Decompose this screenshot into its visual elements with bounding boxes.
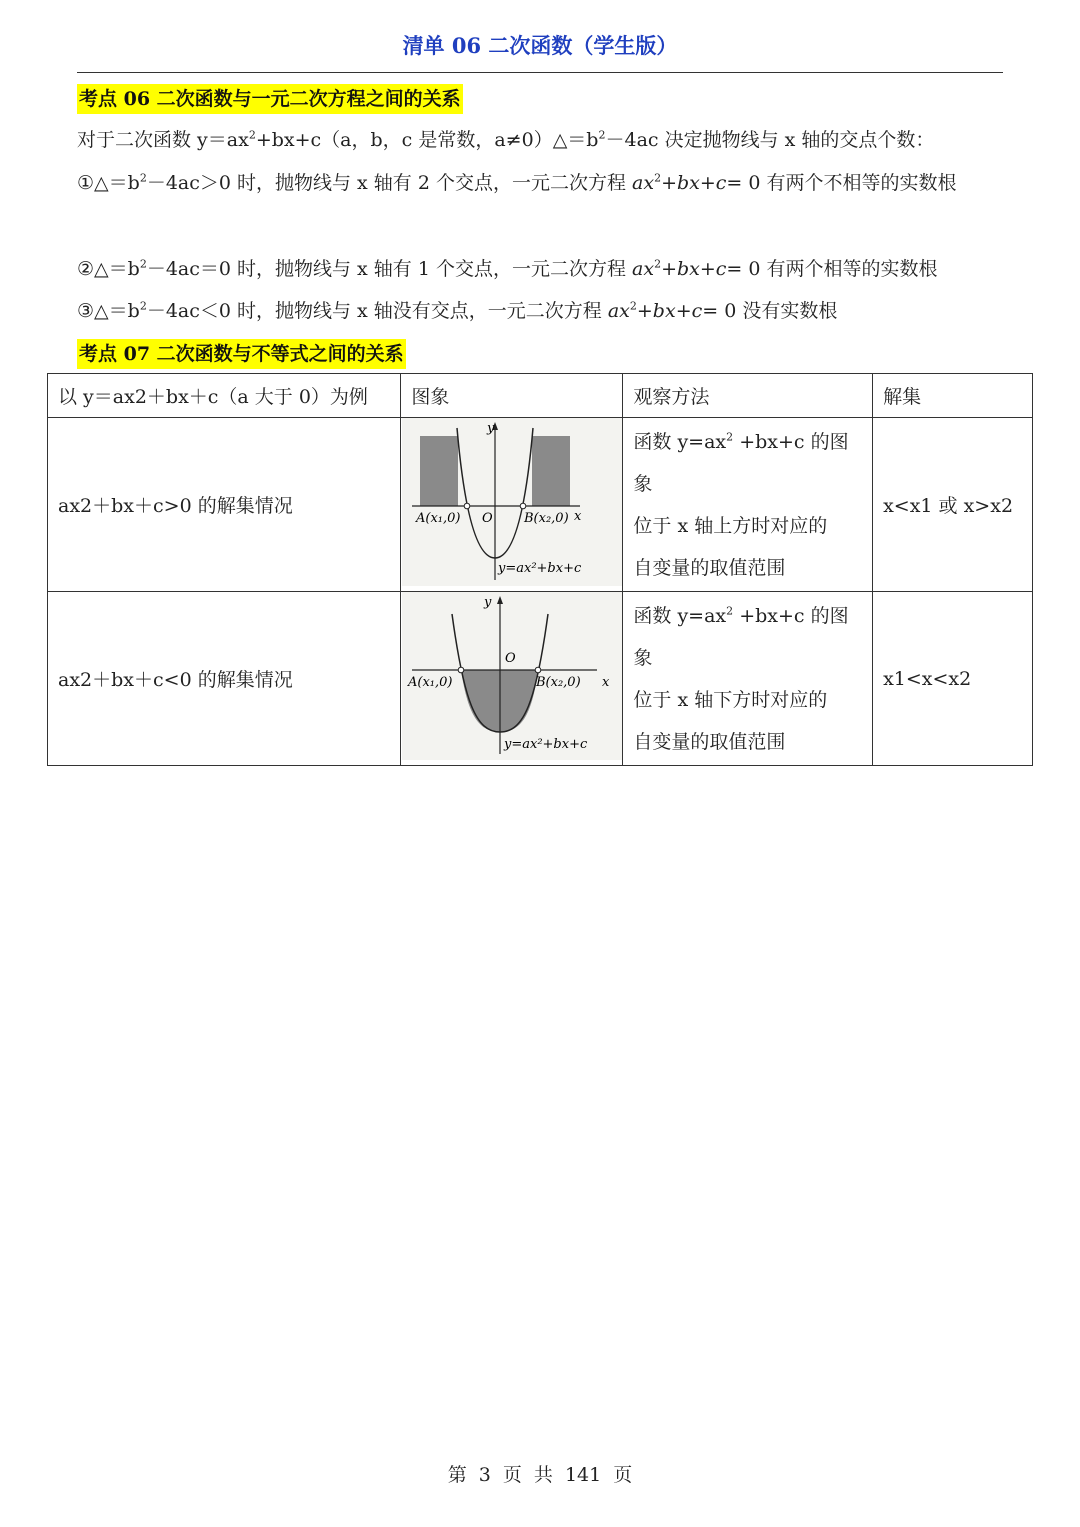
superscript: 2: [139, 171, 147, 185]
observation-cell: [623, 592, 873, 766]
observation-cell: [623, 418, 873, 592]
observation-line-3: 自变量的取值范围: [633, 730, 786, 753]
case-3-paragraph: [77, 290, 1007, 333]
equation-rest: +bx+c: [636, 300, 703, 322]
observation-text-a: 函数 y=ax: [633, 604, 727, 627]
case-1-paragraph: [77, 162, 1007, 205]
case-cell: ax2＋bx＋c>0 的解集情况: [48, 418, 401, 592]
equation-ax: ax: [632, 258, 655, 280]
case-3-text-a: ③△＝b: [77, 300, 140, 322]
equation-label: y=ax²+bx+c: [497, 561, 582, 576]
header-cell-method: 观察方法: [623, 374, 873, 418]
case-2-text-c: 有两个相等的实数根: [766, 258, 938, 280]
intro-paragraph: [77, 119, 1007, 162]
equation-label: y=ax²+bx+c: [503, 737, 588, 752]
superscript: 2: [726, 430, 734, 444]
header-divider: [77, 72, 1003, 73]
superscript: 2: [654, 257, 662, 271]
parabola-above-graph: [402, 418, 622, 586]
superscript: 2: [139, 257, 147, 271]
header-cell-graph: 图象: [401, 374, 623, 418]
solution-cell: x1<x<x2: [873, 592, 1033, 766]
y-axis-label: y: [486, 421, 495, 436]
superscript: 2: [629, 299, 637, 313]
shaded-region-left: [420, 436, 458, 506]
observation-text-b: +bx+c 的图象: [633, 430, 849, 495]
equation-rest: +bx+c: [661, 172, 727, 194]
superscript: 2: [139, 299, 147, 313]
point-a: [458, 667, 464, 673]
case-1-text-c: 有两个不相等的实数根: [766, 172, 957, 194]
point-a: [464, 503, 470, 509]
equation-ax: ax: [632, 172, 655, 194]
equation-zero: = 0: [726, 258, 767, 280]
superscript: 2: [598, 128, 606, 142]
shaded-region-right: [532, 436, 570, 506]
case-cell: ax2＋bx＋c<0 的解集情况: [48, 592, 401, 766]
case-3-text-c: 没有实数根: [742, 300, 838, 322]
section-07-heading: 考点 07 二次函数与不等式之间的关系: [77, 339, 406, 369]
superscript: 2: [654, 171, 662, 185]
case-2-text-a: ②△＝b: [77, 258, 140, 280]
superscript: 2: [726, 604, 734, 618]
observation-text-a: 函数 y=ax: [633, 430, 727, 453]
header-cell-solution: 解集: [873, 374, 1033, 418]
observation-text-b: +bx+c 的图象: [633, 604, 849, 669]
section-06-heading: 考点 06 二次函数与一元二次方程之间的关系: [77, 84, 463, 114]
equation-zero: = 0: [726, 172, 767, 194]
point-b: [520, 503, 526, 509]
y-axis-label: y: [483, 595, 492, 610]
observation-line-2: 位于 x 轴上方时对应的: [633, 514, 828, 537]
page-title: 清单 06 二次函数（学生版）: [402, 33, 678, 58]
observation-line-2: 位于 x 轴下方时对应的: [633, 688, 828, 711]
point-a-label: A(x₁,0): [415, 511, 461, 526]
equation-ax: ax: [607, 300, 630, 322]
x-axis-label: x: [573, 509, 582, 524]
graph-cell: [401, 592, 623, 766]
solution-cell: x<x1 或 x>x2: [873, 418, 1033, 592]
equation-zero: = 0: [702, 300, 743, 322]
x-axis-label: x: [601, 675, 610, 690]
observation-line-1: [633, 595, 862, 679]
case-1-text-b: －4ac＞0 时，抛物线与 x 轴有 2 个交点，一元二次方程: [146, 172, 633, 194]
point-b: [535, 667, 541, 673]
parabola-below-graph: [402, 592, 622, 760]
table-row: [48, 592, 1033, 766]
intro-text-b: +bx+c（a，b，c 是常数，a≠0）△＝b: [255, 129, 599, 151]
point-b-label: B(x₂,0): [535, 675, 581, 690]
case-1-text-a: ①△＝b: [77, 172, 140, 194]
point-b-label: B(x₂,0): [523, 511, 569, 526]
case-2-text-b: －4ac＝0 时，抛物线与 x 轴有 1 个交点，一元二次方程: [146, 258, 633, 280]
intro-text-c: －4ac 决定抛物线与 x 轴的交点个数：: [605, 129, 935, 151]
table-header-row: [48, 374, 1033, 418]
observation-line-1: [633, 421, 862, 505]
page-number: 第 3 页 共 141 页: [447, 1464, 633, 1486]
point-a-label: A(x₁,0): [407, 675, 453, 690]
origin-label: O: [504, 651, 516, 666]
table-row: [48, 418, 1033, 592]
case-2-paragraph: [77, 248, 1007, 291]
header-cell-example: 以 y＝ax2＋bx＋c（a 大于 0）为例: [48, 374, 401, 418]
equation-rest: +bx+c: [661, 258, 727, 280]
inequality-table: [47, 373, 1033, 766]
case-3-text-b: －4ac＜0 时，抛物线与 x 轴没有交点，一元二次方程: [146, 300, 608, 322]
graph-cell: [401, 418, 623, 592]
intro-text-a: 对于二次函数 y＝ax: [77, 129, 249, 151]
origin-label: O: [481, 511, 493, 526]
superscript: 2: [248, 128, 256, 142]
observation-line-3: 自变量的取值范围: [633, 556, 786, 579]
